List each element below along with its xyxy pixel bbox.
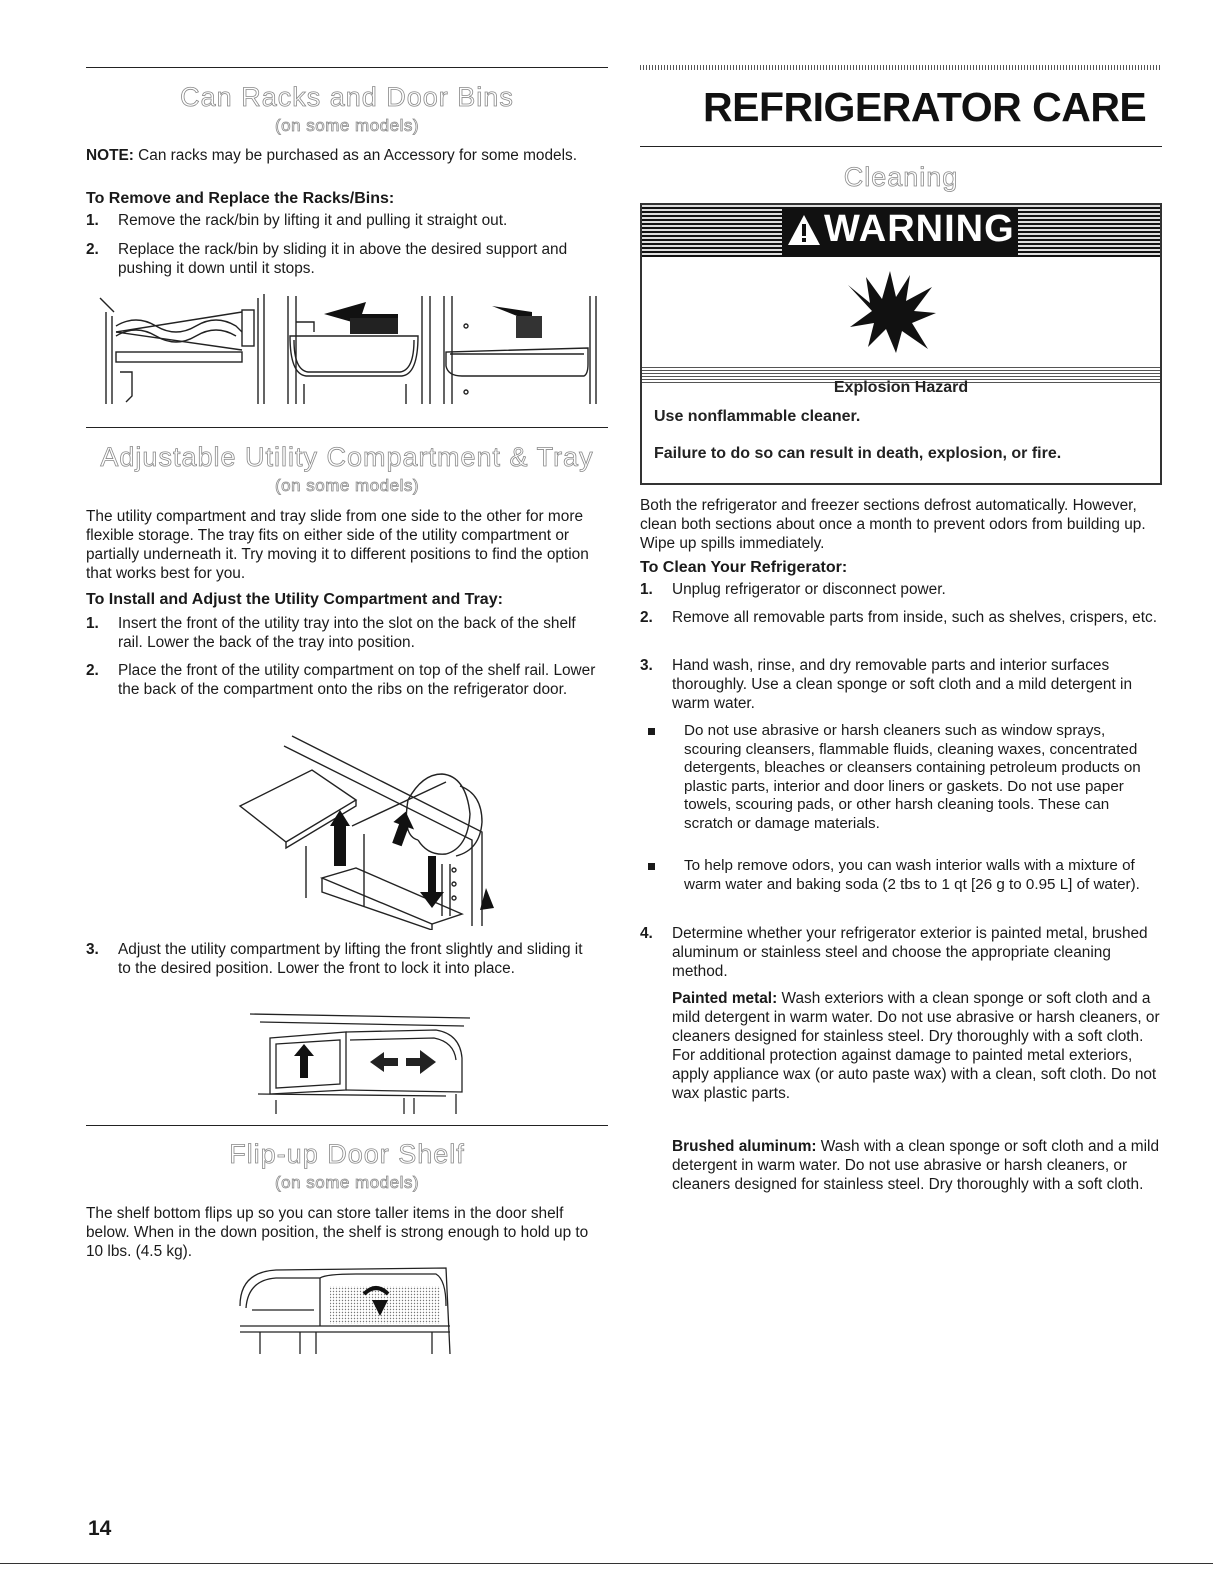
- page-title: REFRIGERATOR CARE: [703, 84, 1147, 130]
- step-text: Unplug refrigerator or disconnect power.: [672, 581, 946, 598]
- intro-paragraph: The utility compartment and tray slide from one side to the other for more flexible storage. The tray fits on either side of the utility compartment or partially underneath it. Try moving it to different positions to find the option that works best for you.: [86, 508, 589, 582]
- note-paragraph: [86, 146, 608, 165]
- utility-compartment-illustration: [232, 716, 502, 930]
- procedure-title: To Clean Your Refrigerator:: [640, 559, 848, 576]
- bullet-marker: [648, 863, 655, 870]
- procedure-title: To Install and Adjust the Utility Compartment and Tray:: [86, 591, 503, 608]
- step-text: Remove the rack/bin by lifting it and pulling it straight out.: [118, 212, 508, 229]
- step-text: Determine whether your refrigerator exterior is painted metal, brushed aluminum or stainless steel and choose the appropriate cleaning method.: [672, 925, 1148, 980]
- step-text: Replace the rack/bin by sliding it in above the desired support and pushing it down until it stops.: [118, 241, 568, 277]
- warning-box: [640, 203, 1162, 485]
- step-item: [86, 211, 598, 230]
- step-item: [86, 614, 596, 652]
- step-number: 1.: [640, 581, 653, 598]
- step-number: 1.: [86, 615, 99, 632]
- step-item: [640, 580, 1162, 599]
- section-divider: [86, 427, 608, 428]
- step-item: [86, 940, 598, 978]
- bullet-item: [640, 857, 1154, 894]
- step-number: 1.: [86, 212, 99, 229]
- step-text: Insert the front of the utility tray into the slot on the back of the shelf rail. Lower the back of the tray into position.: [118, 615, 576, 651]
- page-bottom-rule: [0, 1563, 1213, 1564]
- step-item: [86, 240, 578, 278]
- section-heading-cleaning: Cleaning: [843, 162, 959, 192]
- section-heading-utility: Adjustable Utility Compartment & Tray: [100, 442, 594, 472]
- bullet-text: Do not use abrasive or harsh cleaners such as window sprays, scouring cleansers, flammable fluids, cleaning waxes, concentrated detergents, bleaches or cleansers containing petroleum products on plastic parts, interior and door liners or gaskets. Do not use paper towels, scouring pads, or other harsh cleaning tools. These can scratch or damage materials.: [684, 722, 1141, 832]
- section-divider: [86, 67, 608, 68]
- section-heading-racks: Can Racks and Door Bins: [180, 82, 514, 112]
- step-number: 2.: [86, 241, 99, 258]
- step-text: Remove all removable parts from inside, such as shelves, crispers, etc.: [672, 609, 1157, 626]
- bullet-text: To help remove odors, you can wash interior walls with a mixture of warm water and baking soda (2 tbs to 1 qt [26 g to 0.95 L] of water).: [684, 857, 1140, 893]
- section-subheading: (on some models): [274, 116, 420, 135]
- section-subheading: (on some models): [274, 1173, 420, 1192]
- section-divider: [86, 1125, 608, 1126]
- racks-bins-illustration: [92, 292, 606, 408]
- step-item: [640, 656, 1162, 713]
- section-subheading: (on some models): [274, 476, 420, 495]
- section-divider: [640, 146, 1162, 147]
- step-number: 3.: [640, 657, 653, 674]
- step-number: 2.: [640, 609, 653, 626]
- painted-metal-text: Wash exteriors with a clean sponge or soft cloth and a mild detergent in warm water. Do not use abrasive or harsh cleaners, or cleaners designed for stainless steel. Dry thoroughly with a soft cloth. For additional protection against damage to painted metal exteriors, apply appliance wax (or auto paste wax) with a clean, soft cloth. Do not wax plastic parts.: [672, 990, 1160, 1102]
- brushed-aluminum-label: Brushed aluminum:: [672, 1138, 817, 1155]
- step-number: 3.: [86, 941, 99, 958]
- step-item: [640, 608, 1162, 627]
- warning-hazard: Explosion Hazard: [833, 379, 969, 396]
- intro-paragraph: Both the refrigerator and freezer sections defrost automatically. However, clean both sections about once a month to prevent odors from building up. Wipe up spills immediately.: [640, 497, 1146, 552]
- step-text: Place the front of the utility compartment on top of the shelf rail. Lower the back of the compartment onto the ribs on the refrigerator door.: [118, 662, 596, 698]
- flip-up-shelf-illustration: [236, 1266, 458, 1354]
- warning-line-1: Use nonflammable cleaner.: [654, 408, 861, 425]
- bullet-item: [640, 722, 1154, 833]
- step-number: 4.: [640, 925, 653, 942]
- brushed-aluminum-text: Wash with a clean sponge or soft cloth and a mild detergent in warm water. Do not use abrasive or harsh cleaners, or cleaners designed for stainless steel. Dry thoroughly with a soft cloth.: [672, 1138, 1159, 1193]
- note-text: Can racks may be purchased as an Accessory for some models.: [138, 147, 577, 164]
- warning-label: WARNING: [824, 208, 1015, 250]
- painted-metal-paragraph: [672, 989, 1162, 1103]
- bullet-marker: [648, 728, 655, 735]
- procedure-title: To Remove and Replace the Racks/Bins:: [86, 190, 395, 207]
- adjust-compartment-illustration: [250, 1010, 474, 1114]
- page-number: 14: [88, 1517, 112, 1540]
- step-text: Adjust the utility compartment by lifting the front slightly and sliding it to the desired position. Lower the front to lock it into place.: [118, 941, 583, 977]
- brushed-aluminum-paragraph: [672, 1137, 1162, 1194]
- section-heading-flip: Flip-up Door Shelf: [229, 1139, 465, 1169]
- note-label: NOTE:: [86, 147, 134, 164]
- warning-line-2: Failure to do so can result in death, explosion, or fire.: [654, 445, 1062, 462]
- dotted-top-rule: [640, 65, 1162, 70]
- explosion-icon: [844, 271, 938, 355]
- step-text: Hand wash, rinse, and dry removable parts and interior surfaces thoroughly. Use a clean sponge or soft cloth and a mild detergent in warm water.: [672, 657, 1133, 712]
- step-item: [86, 661, 596, 699]
- warning-banner: [642, 205, 1160, 257]
- step-item: [640, 924, 1162, 981]
- warning-triangle-icon: [786, 213, 822, 249]
- step-number: 2.: [86, 662, 99, 679]
- painted-metal-label: Painted metal:: [672, 990, 778, 1007]
- flip-paragraph: The shelf bottom flips up so you can store taller items in the door shelf below. When in the down position, the shelf is strong enough to hold up to 10 lbs. (4.5 kg).: [86, 1205, 589, 1260]
